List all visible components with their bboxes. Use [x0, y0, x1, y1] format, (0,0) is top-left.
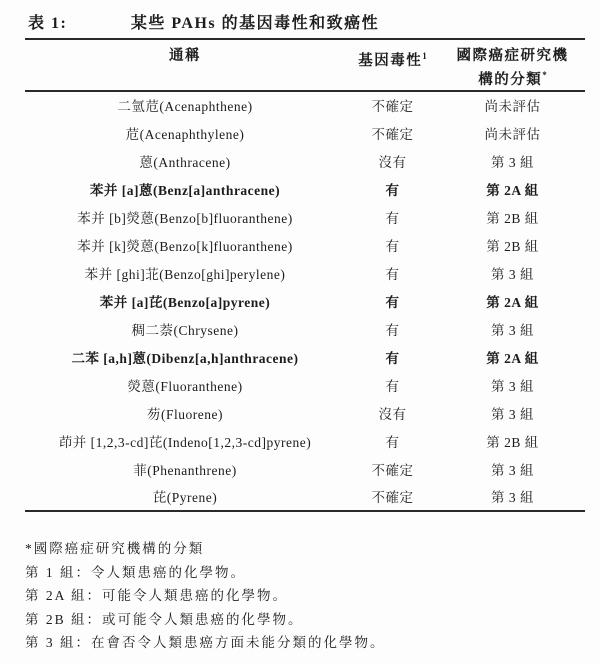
- table-row: [25, 455, 585, 483]
- table-header: [25, 40, 585, 91]
- table-row: [25, 343, 585, 371]
- table-title-text: 某些 PAHs 的基因毒性和致癌性: [130, 15, 380, 32]
- cell-common-name: 芴(Fluorene): [147, 406, 223, 422]
- table-row: [25, 483, 585, 511]
- cell-iarc-group: 第 3 組: [440, 483, 585, 511]
- cell-iarc-group: 第 2A 組: [486, 350, 539, 366]
- cell-common-name: 苯并 [b]熒蒽(Benzo[b]fluoranthene): [77, 210, 293, 226]
- cell-genotoxicity: 有: [385, 238, 400, 254]
- footnotes: [25, 537, 590, 655]
- cell-common-name: 二氫苊(Acenaphthene): [117, 99, 253, 115]
- col-header-common-name: [25, 40, 345, 91]
- cell-common-name: 苊(Acenaphthylene): [125, 126, 245, 142]
- cell-common-name: 蒽(Anthracene): [139, 154, 231, 170]
- cell-iarc-group: 第 3 組: [491, 378, 534, 394]
- footnote-line: 第 1 組：令人類患癌的化學物。: [25, 564, 246, 580]
- cell-common-name: 芘(Pyrene): [25, 483, 345, 511]
- cell-common-name: 苯并 [k]熒蒽(Benzo[k]fluoranthene): [77, 238, 293, 254]
- table-row: [25, 231, 585, 259]
- col-header-iarc: [440, 40, 585, 91]
- cell-genotoxicity: 有: [385, 210, 400, 226]
- table-row: [25, 399, 585, 427]
- table-title-label: 表 1:: [28, 15, 68, 32]
- cell-iarc-group: 第 3 組: [491, 154, 534, 170]
- table-row: [25, 203, 585, 231]
- cell-genotoxicity: 有: [385, 294, 400, 310]
- cell-genotoxicity: 不確定: [371, 99, 414, 115]
- table-row: [25, 371, 585, 399]
- cell-iarc-group: 第 3 組: [491, 322, 534, 338]
- table-row: [25, 287, 585, 315]
- cell-common-name: 苯并 [ghi]苝(Benzo[ghi]perylene): [84, 266, 286, 282]
- col-header-genotoxicity: [345, 40, 440, 91]
- cell-genotoxicity: 不確定: [371, 126, 414, 142]
- col-header-iarc-text: 國際癌症研究機構的分類: [456, 48, 569, 88]
- cell-iarc-group: 第 2B 組: [486, 210, 539, 226]
- cell-iarc-group: 尚未評估: [484, 126, 541, 142]
- col-header-iarc-label: [453, 47, 573, 90]
- footnote-line: *國際癌症研究機構的分類: [25, 541, 205, 556]
- table-row: [25, 175, 585, 203]
- cell-common-name: 二苯 [a,h]蒽(Dibenz[a,h]anthracene): [71, 350, 299, 366]
- cell-genotoxicity: 有: [385, 182, 400, 198]
- table-title: [28, 10, 585, 33]
- table-row: [25, 119, 585, 147]
- table-body: [25, 91, 585, 511]
- cell-iarc-group: 第 2B 組: [486, 238, 539, 254]
- cell-genotoxicity: 沒有: [378, 154, 407, 170]
- genotoxicity-footnote-marker: 1: [422, 51, 427, 61]
- cell-genotoxicity: 有: [385, 322, 400, 338]
- cell-common-name: 菲(Phenanthrene): [133, 462, 237, 478]
- cell-common-name: 苯并 [a]蒽(Benz[a]anthracene): [89, 182, 281, 198]
- table-row: [25, 91, 585, 119]
- cell-iarc-group: 第 3 組: [491, 462, 534, 478]
- table-row: [25, 147, 585, 175]
- cell-common-name: 熒蒽(Fluoranthene): [127, 378, 243, 394]
- table-row: [25, 427, 585, 455]
- table-row: [25, 259, 585, 287]
- cell-iarc-group: 尚未評估: [484, 99, 541, 115]
- cell-iarc-group: 第 2B 組: [486, 434, 539, 450]
- cell-common-name: 苯并 [a]芘(Benzo[a]pyrene): [99, 294, 271, 310]
- cell-common-name: 稠二萘(Chrysene): [131, 322, 239, 338]
- iarc-footnote-marker: *: [542, 70, 547, 80]
- footnote-line: 第 2B 組：或可能令人類患癌的化學物。: [25, 611, 304, 627]
- cell-genotoxicity: 有: [385, 266, 400, 282]
- cell-genotoxicity: 不確定: [371, 462, 414, 478]
- cell-genotoxicity: 沒有: [378, 406, 407, 422]
- pah-table: [25, 40, 585, 512]
- cell-genotoxicity: 有: [385, 434, 400, 450]
- cell-common-name: 茚并 [1,2,3-cd]芘(Indeno[1,2,3-cd]pyrene): [58, 434, 312, 450]
- cell-iarc-group: 第 3 組: [491, 266, 534, 282]
- footnote-line: 第 2A 組：可能令人類患癌的化學物。: [25, 588, 289, 603]
- cell-iarc-group: 第 2A 組: [486, 182, 539, 198]
- col-header-genotoxicity-label: 基因毒性: [358, 52, 423, 69]
- footnote-line: 第 3 組：在會否令人類患癌方面未能分類的化學物。: [25, 635, 386, 650]
- cell-iarc-group: 第 2A 組: [486, 294, 539, 310]
- cell-genotoxicity: 不確定: [345, 483, 440, 511]
- col-header-common-name-label: 通稱: [169, 48, 201, 64]
- cell-genotoxicity: 有: [385, 378, 400, 394]
- table-row: [25, 315, 585, 343]
- cell-iarc-group: 第 3 組: [491, 406, 534, 422]
- cell-genotoxicity: 有: [385, 350, 400, 366]
